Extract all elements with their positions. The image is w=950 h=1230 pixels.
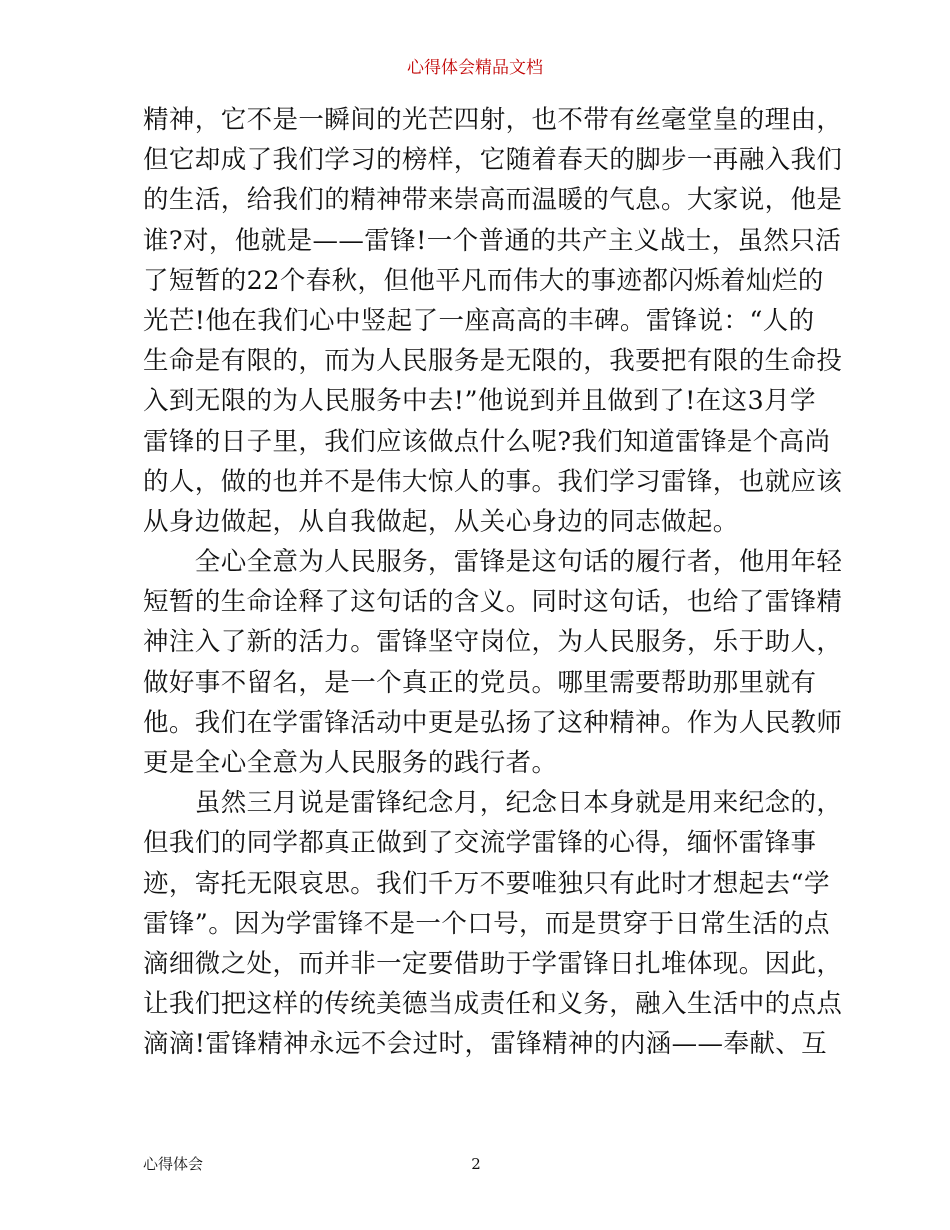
text-line: 雷锋”。因为学雷锋不是一个口号，而是贯穿于日常生活的点 [143,908,830,939]
page-number: 2 [471,1155,481,1173]
text-line: 滴细微之处，而并非一定要借助于学雷锋日扎堆体现。因此， [143,948,843,979]
text-line: 谁?对，他就是——雷锋!一个普通的共产主义战士，虽然只活 [143,225,842,256]
text-line: 精神，它不是一瞬间的光芒四射，也不带有丝毫堂皇的理由， [143,105,843,135]
text-line: 入到无限的为人民服务中去!”他说到并且做到了!在这3月学 [143,386,816,417]
text-line: 他。我们在学雷锋活动中更是弘扬了这种精神。作为人民教师 [143,707,843,738]
text-line: 雷锋的日子里，我们应该做点什么呢?我们知道雷锋是个高尚 [143,426,831,457]
footer-label: 心得体会 [143,1155,204,1173]
text-line: 滴滴!雷锋精神永远不会过时，雷锋精神的内涵——奉献、互 [143,1029,828,1060]
text-line: 全心全意为人民服务，雷锋是这句话的履行者，他用年轻 [143,547,843,578]
text-line: 的生活，给我们的精神带来崇高而温暖的气息。大家说，他是 [143,185,843,216]
text-line: 的人，做的也并不是伟大惊人的事。我们学习雷锋，也就应该 [143,466,843,497]
text-line: 短暂的生命诠释了这句话的含义。同时这句话，也给了雷锋精 [143,587,843,618]
text-line: 但它却成了我们学习的榜样，它随着春天的脚步一再融入我们 [143,145,843,176]
text-line: 生命是有限的，而为人民服务是无限的，我要把有限的生命投 [143,346,843,377]
text-line: 但我们的同学都真正做到了交流学雷锋的心得，缅怀雷锋事 [143,828,817,859]
text-line: 从身边做起，从自我做起，从关心身边的同志做起。 [143,506,739,537]
text-line: 更是全心全意为人民服务的践行者。 [143,748,558,778]
text-line: 让我们把这样的传统美德当成责任和义务，融入生活中的点点 [143,989,843,1020]
document-body [143,100,843,1065]
text-line: 神注入了新的活力。雷锋坚守岗位，为人民服务，乐于助人， [143,627,843,658]
page-header-title: 心得体会精品文档 [407,58,543,78]
page-footer [0,1152,950,1176]
text-line: 虽然三月说是雷锋纪念月，纪念日本身就是用来纪念的， [143,788,843,819]
text-line: 做好事不留名，是一个真正的党员。哪里需要帮助那里就有 [143,667,817,698]
text-line: 光芒!他在我们心中竖起了一座高高的丰碑。雷锋说：“人的 [143,305,815,336]
text-line: 迹，寄托无限哀思。我们千万不要唯独只有此时才想起去“学 [143,868,830,899]
text-line: 了短暂的22个春秋，但他平凡而伟大的事迹都闪烁着灿烂的 [143,265,824,296]
